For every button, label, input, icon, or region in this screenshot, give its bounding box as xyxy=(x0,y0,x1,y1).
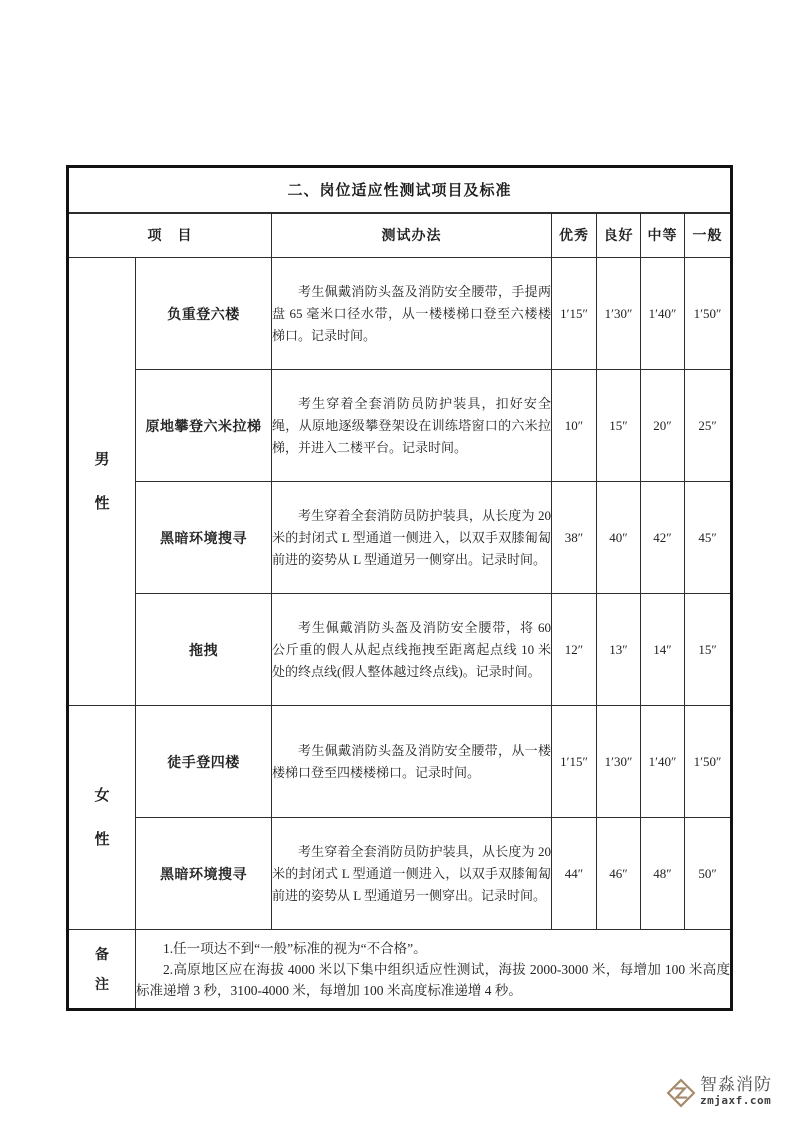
grade-value-general: 25″ xyxy=(685,370,732,482)
test-standards-table xyxy=(66,165,733,1011)
method-text: 考生佩戴消防头盔及消防安全腰带，从一楼楼梯口登至四楼楼梯口。记录时间。 xyxy=(272,742,551,780)
gender-label-female-cell xyxy=(68,706,136,930)
site-watermark xyxy=(666,1076,792,1116)
grade-value-good: 1′30″ xyxy=(597,706,641,818)
grade-value-medium: 42″ xyxy=(641,482,685,594)
method-text: 考生穿着全套消防员防护装具，扣好安全绳，从原地逐级攀登架设在训练塔窗口的六米拉梯，并进入二楼平台。记录时间。 xyxy=(272,395,551,455)
column-header-excellent: 优秀 xyxy=(552,213,597,258)
grade-value-medium: 14″ xyxy=(641,594,685,706)
method-text: 考生佩戴消防头盔及消防安全腰带，将 60 公斤重的假人从起点线拖拽至距离起点线 10 米处的终点线(假人整体越过终点线)。记录时间。 xyxy=(272,619,551,679)
column-header-method: 测试办法 xyxy=(272,213,552,258)
column-header-good: 良好 xyxy=(597,213,641,258)
adaptability-test-table xyxy=(66,165,733,1011)
zhimiao-diamond-logo-icon xyxy=(666,1078,696,1113)
watermark-domain: zmjaxf.com xyxy=(700,1094,772,1107)
grade-value-good: 13″ xyxy=(597,594,641,706)
method-description xyxy=(272,258,552,370)
grade-value-good: 40″ xyxy=(597,482,641,594)
method-text: 考生佩戴消防头盔及消防安全腰带，手提两盘 65 毫米口径水带，从一楼楼梯口登至六楼楼梯口。记录时间。 xyxy=(272,283,551,343)
column-header-medium: 中等 xyxy=(641,213,685,258)
table-row xyxy=(68,258,732,370)
notes-label-cell xyxy=(68,930,136,1010)
item-name: 拖拽 xyxy=(136,594,272,706)
gender-label-male: 男性 xyxy=(94,450,110,512)
table-title: 二、岗位适应性测试项目及标准 xyxy=(68,167,732,213)
grade-value-excellent: 1′15″ xyxy=(552,706,597,818)
method-description xyxy=(272,594,552,706)
item-name: 原地攀登六米拉梯 xyxy=(136,370,272,482)
grade-value-excellent: 38″ xyxy=(552,482,597,594)
note-line-2: 2.高原地区应在海拔 4000 米以下集中组织适应性测试，海拔 2000-3000 米，每增加 100 米高度标准递增 3 秒，3100-4000 米，每增加 100 米高度标准递增 4 秒。 xyxy=(136,961,731,998)
grade-value-general: 1′50″ xyxy=(685,706,732,818)
item-name: 黑暗环境搜寻 xyxy=(136,818,272,930)
table-row xyxy=(68,370,732,482)
table-row xyxy=(68,706,732,818)
grade-value-medium: 1′40″ xyxy=(641,706,685,818)
grade-value-medium: 20″ xyxy=(641,370,685,482)
method-description xyxy=(272,706,552,818)
item-name: 徒手登四楼 xyxy=(136,706,272,818)
grade-value-general: 50″ xyxy=(685,818,732,930)
grade-value-general: 1′50″ xyxy=(685,258,732,370)
column-header-item: 项 目 xyxy=(68,213,272,258)
notes-label: 备注 xyxy=(95,946,109,992)
grade-value-good: 15″ xyxy=(597,370,641,482)
gender-label-female: 女性 xyxy=(94,786,110,848)
note-line-1: 1.任一项达不到“一般”标准的视为“不合格”。 xyxy=(163,940,427,956)
grade-value-general: 45″ xyxy=(685,482,732,594)
column-header-general: 一般 xyxy=(685,213,732,258)
grade-value-medium: 1′40″ xyxy=(641,258,685,370)
notes-content xyxy=(136,930,732,1010)
item-name: 负重登六楼 xyxy=(136,258,272,370)
item-name: 黑暗环境搜寻 xyxy=(136,482,272,594)
table-row xyxy=(68,482,732,594)
grade-value-general: 15″ xyxy=(685,594,732,706)
notes-row xyxy=(68,930,732,1010)
grade-value-good: 1′30″ xyxy=(597,258,641,370)
watermark-text-block xyxy=(700,1076,772,1106)
method-description xyxy=(272,370,552,482)
table-row xyxy=(68,818,732,930)
grade-value-medium: 48″ xyxy=(641,818,685,930)
gender-label-male-cell xyxy=(68,258,136,706)
grade-value-excellent: 10″ xyxy=(552,370,597,482)
method-text: 考生穿着全套消防员防护装具，从长度为 20 米的封闭式 L 型通道一侧进入，以双手双膝匍匐前进的姿势从 L 型通道另一侧穿出。记录时间。 xyxy=(272,843,551,903)
method-text: 考生穿着全套消防员防护装具，从长度为 20 米的封闭式 L 型通道一侧进入，以双手双膝匍匐前进的姿势从 L 型通道另一侧穿出。记录时间。 xyxy=(272,507,551,567)
method-description xyxy=(272,818,552,930)
grade-value-excellent: 1′15″ xyxy=(552,258,597,370)
grade-value-excellent: 12″ xyxy=(552,594,597,706)
grade-value-good: 46″ xyxy=(597,818,641,930)
grade-value-excellent: 44″ xyxy=(552,818,597,930)
table-row xyxy=(68,594,732,706)
watermark-brand-name: 智淼消防 xyxy=(700,1075,772,1094)
method-description xyxy=(272,482,552,594)
